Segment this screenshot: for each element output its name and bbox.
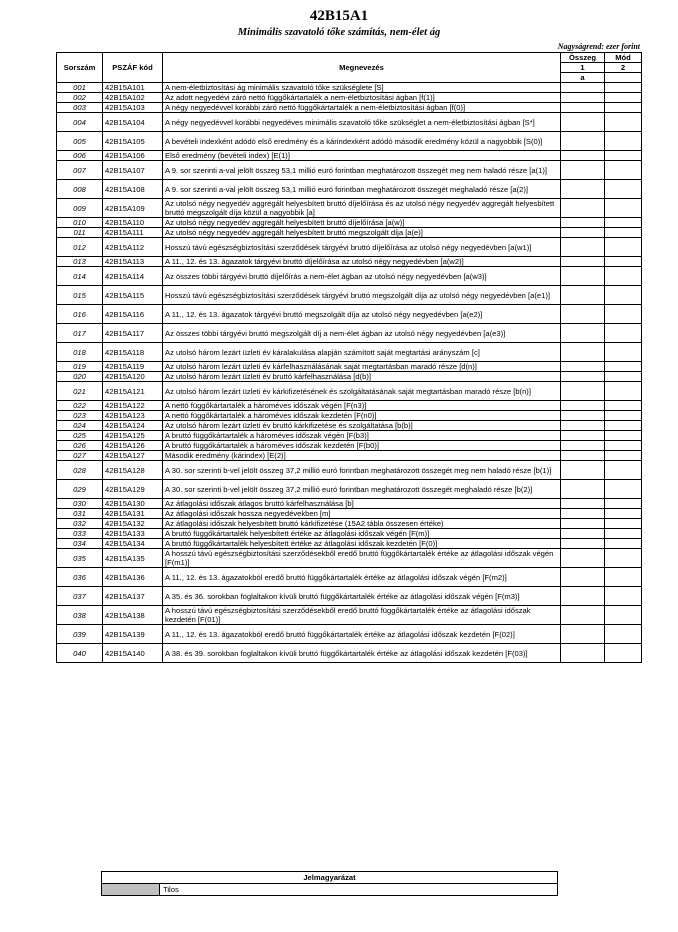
amount-input[interactable] [561,431,605,441]
row-code: 42B15A123 [103,411,163,421]
row-description: A 38. és 39. sorokban foglaltakon kívüli bruttó függőkártartalék értéke az átlagolási időszak kezdetén [F(03)] [163,644,561,663]
row-code: 42B15A139 [103,625,163,644]
row-code: 42B15A104 [103,113,163,132]
row-number: 025 [57,431,103,441]
form-table [56,52,642,663]
row-description: A hosszú távú egészségbiztosítási szerződésekből eredő bruttó függőkártartalék értéke az átlagolási időszak végén [F(m1)] [163,549,561,568]
amount-input[interactable] [561,103,605,113]
table-row [57,199,642,218]
row-number: 019 [57,362,103,372]
mode-input[interactable] [605,83,642,93]
form-title: 42B15A1 [309,8,369,24]
row-description: Az utolsó három lezárt üzleti év kárfelhasználásának saját megtartásban maradó része [d(n)] [163,362,561,372]
mode-input[interactable] [605,549,642,568]
row-code: 42B15A109 [103,199,163,218]
header-col-empty [605,73,642,83]
table-row [57,529,642,539]
amount-input[interactable] [561,161,605,180]
amount-input[interactable] [561,324,605,343]
mode-input[interactable] [605,218,642,228]
table-row [57,151,642,161]
row-code: 42B15A112 [103,238,163,257]
mode-input[interactable] [605,568,642,587]
row-code: 42B15A134 [103,539,163,549]
row-number: 020 [57,372,103,382]
row-description: A nettó függőkártartalék a hároméves időszak végén [F(n3)] [163,401,561,411]
table-row [57,161,642,180]
amount-input[interactable] [561,411,605,421]
row-description: Hosszú távú egészségbiztosítási szerződések tárgyévi bruttó díjelőírása az utolsó négy negyedévben [a(w1)] [163,238,561,257]
table-row [57,519,642,529]
row-number: 009 [57,199,103,218]
table-row [57,180,642,199]
row-description: Az utolsó három lezárt üzleti év bruttó kárkifizetése és szolgáltatása [b(b)] [163,421,561,431]
row-code: 42B15A126 [103,441,163,451]
mode-input[interactable] [605,519,642,529]
row-code: 42B15A137 [103,587,163,606]
header-col-2: 2 [605,63,642,73]
row-description: Az utolsó négy negyedév aggregált helyesbített bruttó megszolgált díja [a(e)] [163,228,561,238]
row-description: A 35. és 36. sorokban foglaltakon kívüli bruttó függőkártartalék értéke az átlagolási időszak végén [F(m3)] [163,587,561,606]
row-code: 42B15A113 [103,257,163,267]
mode-input[interactable] [605,480,642,499]
row-number: 021 [57,382,103,401]
row-code: 42B15A124 [103,421,163,431]
row-number: 008 [57,180,103,199]
row-code: 42B15A117 [103,324,163,343]
header-sorszam: Sorszám [57,53,103,83]
row-number: 040 [57,644,103,663]
row-description: A bruttó függőkártartalék a hároméves időszak végén [F(b3)] [163,431,561,441]
table-row [57,238,642,257]
table-row [57,539,642,549]
row-description: A nem-életbiztosítási ág minimális szavatoló tőke szükséglete [S] [163,83,561,93]
amount-input[interactable] [561,451,605,461]
table-row [57,267,642,286]
table-row [57,286,642,305]
row-code: 42B15A138 [103,606,163,625]
row-number: 006 [57,151,103,161]
mode-input[interactable] [605,180,642,199]
table-row [57,549,642,568]
mode-input[interactable] [605,228,642,238]
table-row [57,587,642,606]
row-description: Az átlagolási időszak átlagos bruttó kárfelhasználása [b] [163,499,561,509]
row-description: Az adott negyedévi záró nettó függőkártartalék a nem-életbiztosítási ágban [f(1)] [163,93,561,103]
header-mod: Mód [605,53,642,63]
row-description: A 30. sor szerinti b-vel jelölt összeg 37,2 millió euró forintban meghatározott összegét meghaladó része [b(2)] [163,480,561,499]
table-row [57,218,642,228]
table-row [57,228,642,238]
row-code: 42B15A101 [103,83,163,93]
legend-title: Jelmagyarázat [102,872,558,884]
row-code: 42B15A129 [103,480,163,499]
amount-input[interactable] [561,238,605,257]
row-description: A bruttó függőkártartalék helyesbített értéke az átlagolási időszak kezdetén [F(0)] [163,539,561,549]
amount-input[interactable] [561,587,605,606]
row-description: Második eredmény (kárindex) [E(2)] [163,451,561,461]
mode-input[interactable] [605,539,642,549]
row-description: Az utolsó négy negyedév aggregált helyesbített bruttó díjelőírása és az utolsó négy negyedév aggregált helyesbített bruttó megszolgált díja közül a nagyobbik [a] [163,199,561,218]
mode-input[interactable] [605,199,642,218]
table-row [57,401,642,411]
mode-input[interactable] [605,431,642,441]
table-row [57,132,642,151]
amount-input[interactable] [561,199,605,218]
row-number: 003 [57,103,103,113]
row-number: 024 [57,421,103,431]
mode-input[interactable] [605,113,642,132]
header-col-a: a [561,73,605,83]
mode-input[interactable] [605,343,642,362]
row-description: Az átlagolási időszak helyesbített bruttó kárkifizetése (15A2 tábla összesen értéke) [163,519,561,529]
mode-input[interactable] [605,103,642,113]
row-number: 037 [57,587,103,606]
row-number: 010 [57,218,103,228]
mode-input[interactable] [605,509,642,519]
row-number: 028 [57,461,103,480]
row-description: A bruttó függőkártartalék helyesbített értéke az átlagolási időszak végén [F(m)] [163,529,561,539]
table-row [57,625,642,644]
table-row [57,362,642,372]
mode-input[interactable] [605,372,642,382]
row-description: Az átlagolási időszak hossza negyedévekben [m] [163,509,561,519]
row-description: A négy negyedévvel korábbi záró nettó függőkártartalék a nem-életbiztosítási ágban [f(0)] [163,103,561,113]
table-row [57,499,642,509]
amount-input[interactable] [561,568,605,587]
mode-input[interactable] [605,401,642,411]
row-description: A nettó függőkártartalék a hároméves időszak kezdetén [F(n0)] [163,411,561,421]
row-number: 029 [57,480,103,499]
row-code: 42B15A114 [103,267,163,286]
amount-input[interactable] [561,519,605,529]
legend-swatch-tilos [102,884,160,896]
header-megnevezes: Megnevezés [163,53,561,83]
row-code: 42B15A108 [103,180,163,199]
amount-input[interactable] [561,539,605,549]
table-row [57,305,642,324]
mode-input[interactable] [605,382,642,401]
amount-input[interactable] [561,499,605,509]
mode-input[interactable] [605,93,642,103]
row-code: 42B15A136 [103,568,163,587]
row-description: A 11., 12. és 13. ágazatokból eredő bruttó függőkártartalék értéke az átlagolási időszak kezdetén [F(02)] [163,625,561,644]
row-code: 42B15A130 [103,499,163,509]
row-number: 017 [57,324,103,343]
row-description: Hosszú távú egészségbiztosítási szerződések tárgyévi bruttó megszolgált díja az utolsó négy negyedévben [a(e1)] [163,286,561,305]
row-code: 42B15A127 [103,451,163,461]
row-number: 034 [57,539,103,549]
table-row [57,431,642,441]
row-number: 014 [57,267,103,286]
row-code: 42B15A132 [103,519,163,529]
row-code: 42B15A140 [103,644,163,663]
row-number: 027 [57,451,103,461]
mode-input[interactable] [605,238,642,257]
row-number: 026 [57,441,103,451]
row-code: 42B15A102 [103,93,163,103]
row-number: 036 [57,568,103,587]
amount-input[interactable] [561,549,605,568]
row-number: 031 [57,509,103,519]
amount-input[interactable] [561,305,605,324]
table-row [57,257,642,267]
row-number: 039 [57,625,103,644]
row-code: 42B15A110 [103,218,163,228]
row-description: Első eredmény (bevételi index) [E(1)] [163,151,561,161]
row-code: 42B15A106 [103,151,163,161]
table-row [57,451,642,461]
row-description: A 9. sor szerinti a-val jelölt összeg 53,1 millió euró forintban meghatározott összegét meg nem haladó része [a(1)] [163,161,561,180]
row-number: 001 [57,83,103,93]
table-row [57,461,642,480]
table-row [57,103,642,113]
table-row [57,421,642,431]
row-number: 015 [57,286,103,305]
mode-input[interactable] [605,161,642,180]
row-number: 007 [57,161,103,180]
unit-note: Nagyságrend: ezer forint [557,42,640,51]
amount-input[interactable] [561,480,605,499]
row-code: 42B15A131 [103,509,163,519]
table-row [57,568,642,587]
table-row [57,324,642,343]
row-description: Az utolsó három lezárt üzleti év káralakulása alapján számított saját megtartási arányszám [c] [163,343,561,362]
amount-input[interactable] [561,401,605,411]
amount-input[interactable] [561,218,605,228]
table-row [57,411,642,421]
amount-input[interactable] [561,372,605,382]
row-code: 42B15A133 [103,529,163,539]
amount-input[interactable] [561,267,605,286]
table-row [57,509,642,519]
row-description: A bruttó függőkártartalék a hároméves időszak kezdetén [F(b0)] [163,441,561,451]
amount-input[interactable] [561,644,605,663]
mode-input[interactable] [605,286,642,305]
amount-input[interactable] [561,113,605,132]
amount-input[interactable] [561,441,605,451]
row-description: A négy negyedévvel korábbi negyedéves minimális szavatoló tőke szükséglet a nem-életbiztosítási ágban [S*] [163,113,561,132]
table-row [57,343,642,362]
row-code: 42B15A105 [103,132,163,151]
row-description: A 11., 12. és 13. ágazatok tárgyévi bruttó díjelőírása az utolsó négy negyedévben [a(w2)] [163,257,561,267]
row-number: 030 [57,499,103,509]
row-number: 004 [57,113,103,132]
row-number: 011 [57,228,103,238]
row-number: 013 [57,257,103,267]
mode-input[interactable] [605,606,642,625]
row-code: 42B15A115 [103,286,163,305]
mode-input[interactable] [605,451,642,461]
row-description: A 9. sor szerinti a-val jelölt összeg 53,1 millió euró forintban meghatározott összegét meghaladó része [a(2)] [163,180,561,199]
mode-input[interactable] [605,324,642,343]
table-row [57,93,642,103]
legend-label-tilos: Tilos [160,884,558,896]
row-number: 002 [57,93,103,103]
mode-input[interactable] [605,257,642,267]
legend-table [101,871,558,896]
row-code: 42B15A121 [103,382,163,401]
mode-input[interactable] [605,362,642,372]
row-description: Az utolsó három lezárt üzleti év bruttó kárfelhasználása [d(b)] [163,372,561,382]
mode-input[interactable] [605,411,642,421]
mode-input[interactable] [605,151,642,161]
row-number: 023 [57,411,103,421]
amount-input[interactable] [561,343,605,362]
row-code: 42B15A125 [103,431,163,441]
row-number: 018 [57,343,103,362]
row-description: Az összes többi tárgyévi bruttó megszolgált díj a nem-élet ágban az utolsó négy negyedévben [a(e3)] [163,324,561,343]
row-number: 012 [57,238,103,257]
amount-input[interactable] [561,83,605,93]
row-number: 022 [57,401,103,411]
row-description: A 11., 12. és 13. ágazatokból eredő bruttó függőkártartalék értéke az átlagolási időszak végén [F(m2)] [163,568,561,587]
row-code: 42B15A120 [103,372,163,382]
amount-input[interactable] [561,286,605,305]
row-description: A bevételi indexként adódó első eredmény és a kárindexként adódó második eredmény közül a nagyobbik [S(0)] [163,132,561,151]
row-description: Az utolsó négy negyedév aggregált helyesbített bruttó díjelőírása [a(w)] [163,218,561,228]
mode-input[interactable] [605,441,642,451]
table-row [57,441,642,451]
table-row [57,113,642,132]
mode-input[interactable] [605,499,642,509]
amount-input[interactable] [561,509,605,519]
row-description: A 11., 12. és 13. ágazatok tárgyévi bruttó megszolgált díja az utolsó négy negyedévben [a(e2)] [163,305,561,324]
mode-input[interactable] [605,461,642,480]
row-description: A 30. sor szerinti b-vel jelölt összeg 37,2 millió euró forintban meghatározott összegét meg nem haladó része [b(1)] [163,461,561,480]
amount-input[interactable] [561,606,605,625]
header-pszaf-kod: PSZÁF kód [103,53,163,83]
mode-input[interactable] [605,625,642,644]
row-description: Az utolsó három lezárt üzleti év kárkifizetésének és szolgáltatásának saját megtartásban maradó része [b(n)] [163,382,561,401]
table-row [57,83,642,93]
row-code: 42B15A128 [103,461,163,480]
table-row [57,606,642,625]
table-row [57,480,642,499]
amount-input[interactable] [561,228,605,238]
mode-input[interactable] [605,421,642,431]
row-code: 42B15A118 [103,343,163,362]
row-code: 42B15A135 [103,549,163,568]
row-description: Az összes többi tárgyévi bruttó díjelőírás a nem-élet ágban az utolsó négy negyedévben [a(w3)] [163,267,561,286]
row-number: 032 [57,519,103,529]
amount-input[interactable] [561,461,605,480]
amount-input[interactable] [561,362,605,372]
row-number: 033 [57,529,103,539]
amount-input[interactable] [561,625,605,644]
row-description: A hosszú távú egészségbiztosítási szerződésekből eredő bruttó függőkártartalék értéke az átlagolási időszak kezdetén [F(01)] [163,606,561,625]
amount-input[interactable] [561,180,605,199]
row-number: 038 [57,606,103,625]
mode-input[interactable] [605,305,642,324]
amount-input[interactable] [561,132,605,151]
mode-input[interactable] [605,644,642,663]
table-row [57,644,642,663]
amount-input[interactable] [561,257,605,267]
table-row [57,382,642,401]
row-code: 42B15A116 [103,305,163,324]
row-code: 42B15A111 [103,228,163,238]
amount-input[interactable] [561,93,605,103]
row-number: 016 [57,305,103,324]
amount-input[interactable] [561,421,605,431]
row-code: 42B15A122 [103,401,163,411]
form-subtitle: Minimális szavatoló tőke számítás, nem-élet ág [237,27,441,38]
table-body [57,83,642,663]
mode-input[interactable] [605,132,642,151]
row-number: 035 [57,549,103,568]
amount-input[interactable] [561,382,605,401]
mode-input[interactable] [605,529,642,539]
table-row [57,372,642,382]
row-code: 42B15A103 [103,103,163,113]
row-code: 42B15A119 [103,362,163,372]
mode-input[interactable] [605,267,642,286]
header-col-1: 1 [561,63,605,73]
amount-input[interactable] [561,151,605,161]
row-code: 42B15A107 [103,161,163,180]
amount-input[interactable] [561,529,605,539]
row-number: 005 [57,132,103,151]
mode-input[interactable] [605,587,642,606]
header-osszeg: Összeg [561,53,605,63]
